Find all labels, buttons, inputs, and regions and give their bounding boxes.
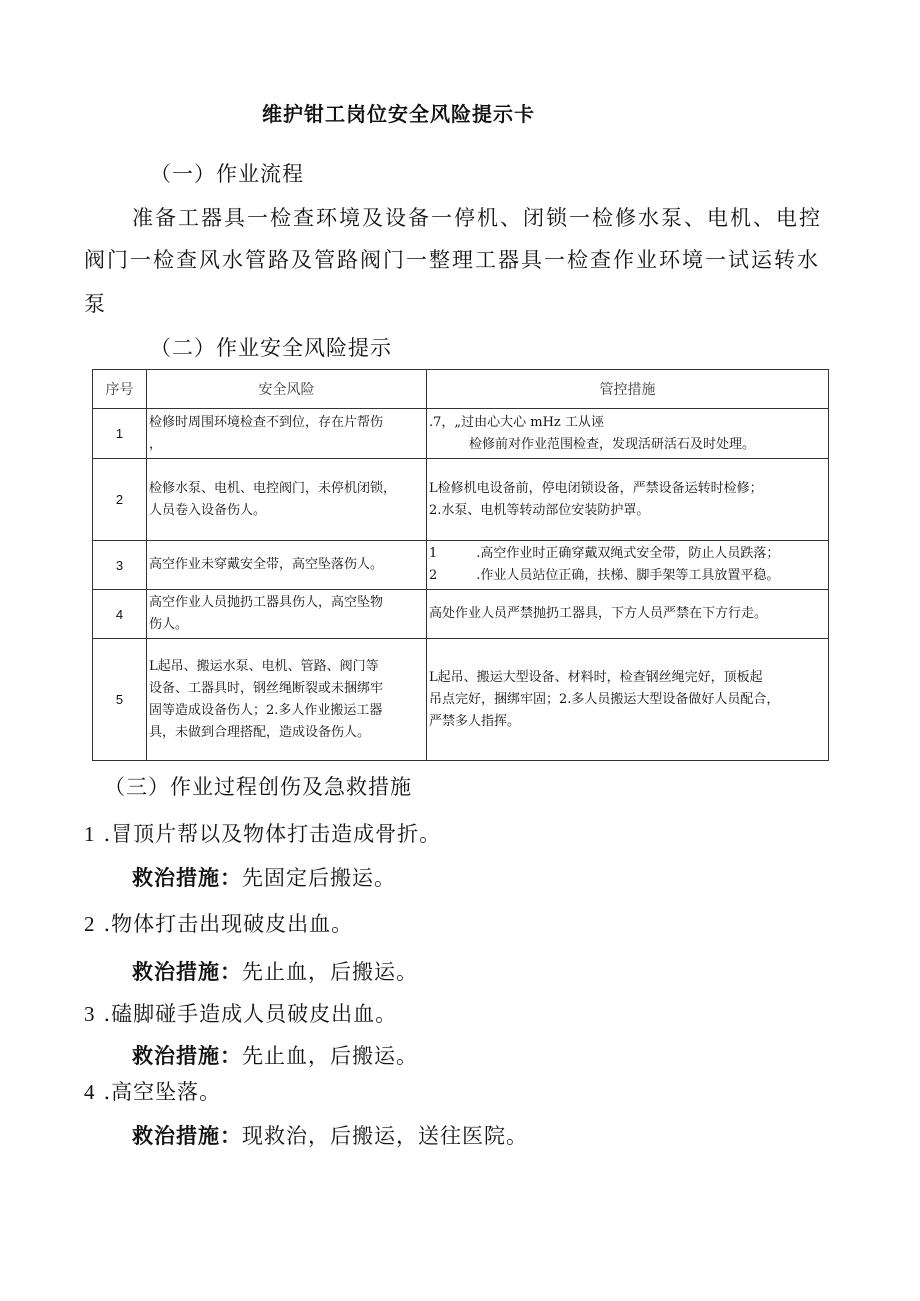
- control-line: .7，„过由心大心 mHz 工从诬: [429, 414, 604, 430]
- table-header-row: [93, 370, 829, 409]
- rescue-text: 先固定后搬运。: [242, 866, 396, 890]
- risk-line: 检修水泵、电机、电控阀门，未停机闭锁，: [149, 480, 397, 496]
- section-heading-workflow: （一）作业流程: [150, 162, 304, 186]
- row-number: 4: [93, 590, 147, 639]
- workflow-line: 阀门一检查风水管路及管路阀门一整理工器具一检查作业环境一试运转水: [84, 248, 820, 272]
- risk-line: 伤人。: [149, 617, 189, 632]
- control-line: 检修前对作业范围检查，发现活研活石及时处理。: [443, 436, 756, 452]
- item-number: 2: [84, 912, 96, 936]
- rescue-text: 先止血，后搬运。: [242, 1044, 418, 1068]
- control-cell: [427, 541, 829, 590]
- row-number: 2: [93, 459, 147, 541]
- risk-line: L起吊、搬运水泵、电机、管路、阀门等: [149, 658, 379, 674]
- item-text: .物体打击出现破皮出血。: [103, 912, 354, 936]
- rescue-label: 救治措施：: [132, 960, 242, 984]
- risk-line: 高空作业未穿戴安全带，高空坠落伤人。: [149, 557, 384, 572]
- control-cell: [427, 639, 829, 761]
- risk-line: 具，未做到合理搭配，造成设备伤人。: [149, 724, 371, 740]
- header-control: 管控措施: [427, 370, 829, 409]
- injury-item: [84, 998, 397, 1028]
- row-number: 3: [93, 541, 147, 590]
- header-risk: 安全风险: [147, 370, 427, 409]
- control-line: L检修机电设备前，停电闭锁设备，严禁设备运转时检修；: [429, 480, 763, 496]
- item-text: .磕脚碰手造成人员破皮出血。: [103, 1002, 398, 1026]
- risk-cell: [147, 409, 427, 459]
- risk-line: 高空作业人员抛扔工器具伤人，高空坠物: [149, 595, 384, 610]
- item-number: 3: [84, 1002, 96, 1026]
- control-line: 2 .作业人员站位正确，扶梯、脚手架等工具放置平稳。: [429, 568, 780, 583]
- rescue-text: 现救治，后搬运，送往医院。: [242, 1124, 528, 1148]
- workflow-line: 准备工器具一检查环境及设备一停机、闭锁一检修水泵、电机、电控: [132, 206, 822, 230]
- header-no: 序号: [93, 370, 147, 409]
- rescue-label: 救治措施：: [132, 1124, 242, 1148]
- risk-cell: [147, 590, 427, 639]
- rescue-measure: [132, 1040, 418, 1070]
- rescue-measure: [132, 1120, 528, 1150]
- risk-cell: [147, 639, 427, 761]
- injury-item: [84, 1076, 221, 1106]
- risk-line: 设备、工器具时，钢丝绳断裂或未捆绑牢: [149, 680, 384, 696]
- row-number: 1: [93, 409, 147, 459]
- table-row: [93, 639, 829, 761]
- table-row: [93, 541, 829, 590]
- injury-item: [84, 908, 353, 938]
- item-number: 1: [84, 822, 96, 846]
- injury-item: [84, 818, 441, 848]
- risk-line: 检修时周围环境检查不到位，存在片帮伤: [149, 414, 384, 430]
- risk-line: ，: [149, 436, 163, 452]
- page-title: 维护钳工岗位安全风险提示卡: [262, 102, 535, 126]
- control-line: L起吊、搬运大型设备、材料时，检查钢丝绳完好，顶板起: [429, 669, 763, 685]
- control-line: 高处作业人员严禁抛扔工器具，下方人员严禁在下方行走。: [429, 606, 768, 621]
- control-cell: [427, 459, 829, 541]
- control-line: 严禁多人指挥。: [429, 713, 521, 729]
- risk-table: [92, 369, 829, 761]
- rescue-text: 先止血，后搬运。: [242, 960, 418, 984]
- item-text: .冒顶片帮以及物体打击造成骨折。: [103, 822, 442, 846]
- risk-cell: [147, 541, 427, 590]
- rescue-label: 救治措施：: [132, 866, 242, 890]
- table-row: [93, 459, 829, 541]
- table-row: [93, 409, 829, 459]
- rescue-label: 救治措施：: [132, 1044, 242, 1068]
- risk-line: 人员卷入设备伤人。: [149, 502, 267, 518]
- risk-cell: [147, 459, 427, 541]
- row-number: 5: [93, 639, 147, 761]
- item-text: .高空坠落。: [103, 1080, 222, 1104]
- control-line: 吊点完好，捆绑牢固；2.多人员搬运大型设备做好人员配合，: [429, 691, 780, 707]
- rescue-measure: [132, 956, 418, 986]
- section-heading-first-aid: （三）作业过程创伤及急救措施: [104, 775, 412, 799]
- workflow-text: [84, 202, 844, 322]
- control-line: 2.水泵、电机等转动部位安装防护罩。: [429, 502, 650, 518]
- section-heading-risks: （二）作业安全风险提示: [150, 336, 392, 360]
- workflow-line: 泵: [84, 292, 107, 316]
- rescue-measure: [132, 862, 396, 892]
- control-cell: [427, 409, 829, 459]
- table-row: [93, 590, 829, 639]
- control-cell: [427, 590, 829, 639]
- risk-line: 固等造成设备伤人；2.多人作业搬运工器: [149, 702, 383, 718]
- item-number: 4: [84, 1080, 96, 1104]
- control-line: 1 .高空作业时正确穿戴双绳式安全带，防止人员跌落；: [429, 546, 780, 561]
